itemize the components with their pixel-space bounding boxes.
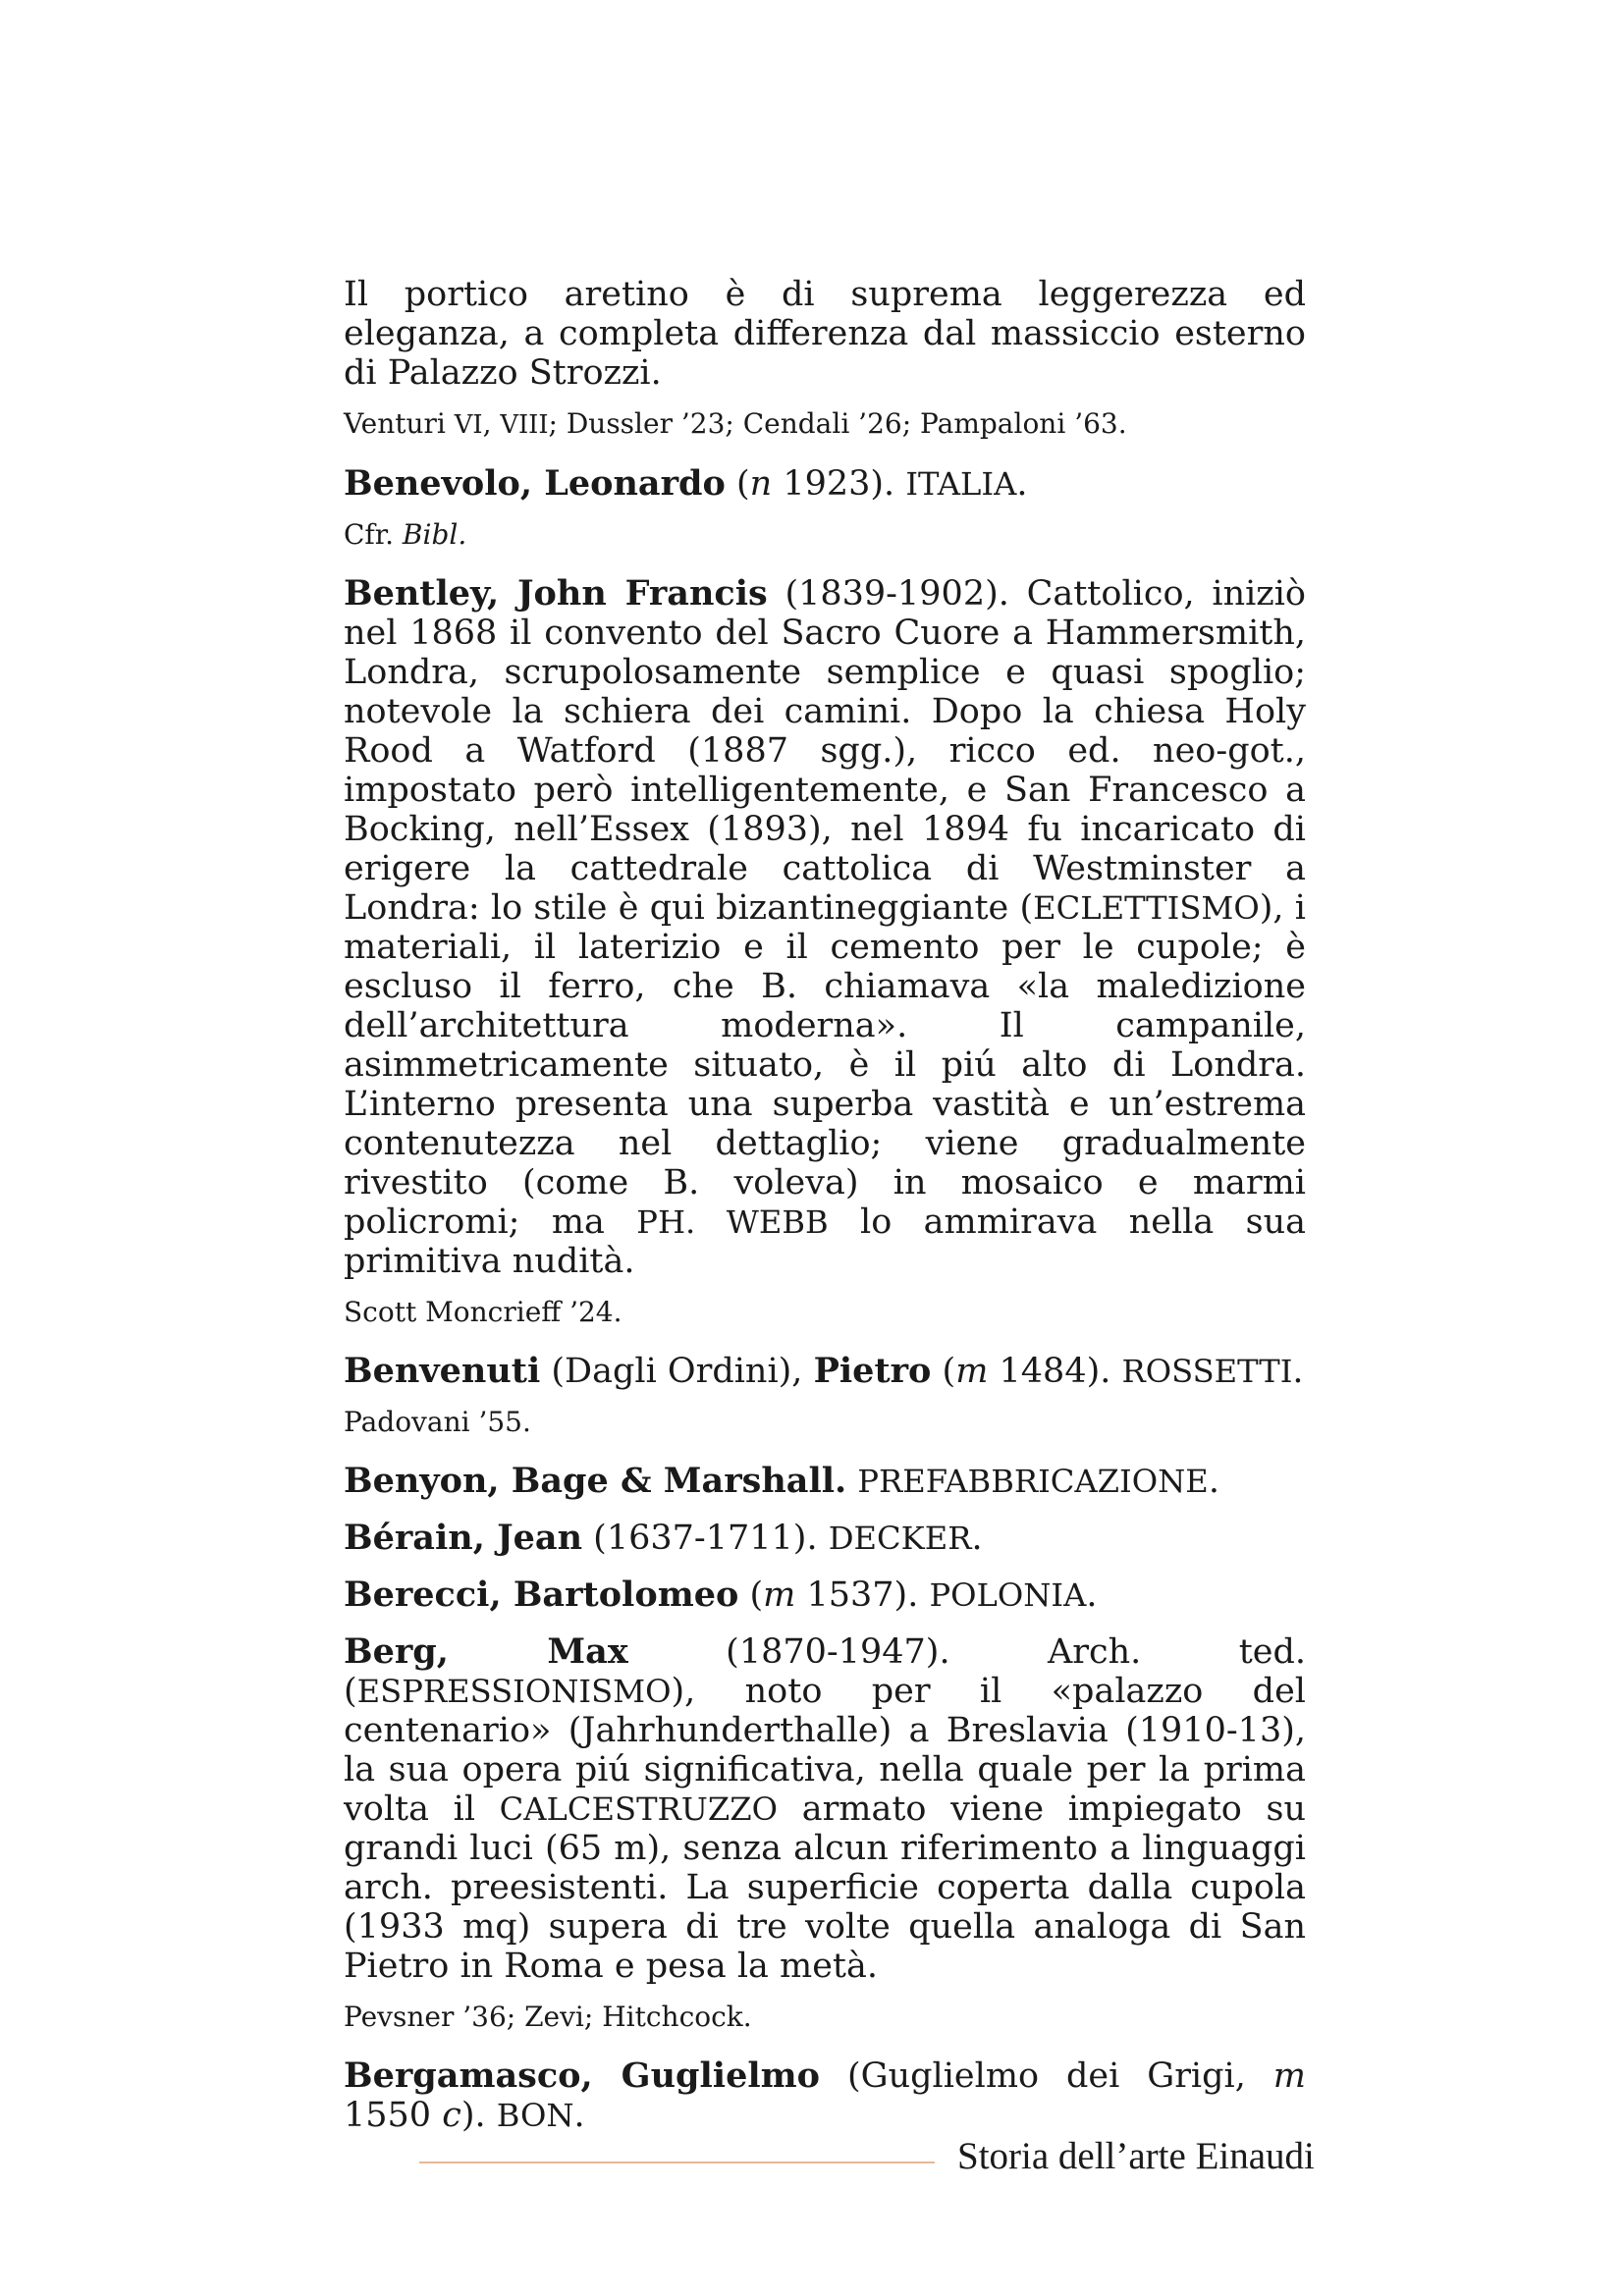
text-segment: 1550	[344, 2096, 443, 2135]
dates-italic: m	[1272, 2056, 1306, 2096]
bib-volume-viii: VIII	[500, 410, 549, 440]
intro-paragraph: Il portico aretino è di suprema leggerezza ed eleganza, a completa differenza dal massiccio esterno di Palazzo Strozzi.	[344, 275, 1306, 393]
dates-close: 1923).	[772, 464, 906, 504]
bib-prefix: Cfr.	[344, 518, 403, 551]
entry-text	[344, 1462, 1306, 1501]
text-segment: (1839-1902). Cattolico, iniziò nel 1868 il convento del Sacro Cuore a Hammersmith, Londra, scrupolosamente semplice e quasi spoglio; notevole la schiera dei camini. Dopo la chiesa Holy Rood a Watford (1887 sgg.), ricco ed. neo-got., impostato però intelligentemente, e San Francesco a Bocking, nell’Essex (1893), nel 1894 fu incaricato di erigere la cattedrale cattolica di Westminster a Londra: lo stile è qui bizantineggiante (	[344, 574, 1307, 928]
entry-benyon	[344, 1462, 1306, 1501]
headword: Benvenuti	[344, 1351, 541, 1391]
cross-reference: CALCESTRUZZO	[499, 1790, 779, 1828]
text-segment: lo ammirava nella sua primitiva nudità.	[344, 1202, 1306, 1281]
cross-reference: ESPRESSIONISMO	[356, 1673, 672, 1710]
punct: .	[1086, 1575, 1098, 1615]
headword: Bentley, John Francis	[344, 573, 768, 614]
dates-open: (	[738, 1575, 764, 1615]
entry-bibliography: Padovani ’55.	[344, 1406, 531, 1438]
entry-text	[344, 464, 1306, 504]
cross-reference: DECKER	[828, 1520, 972, 1557]
cross-reference: PH. WEBB	[636, 1203, 829, 1241]
cross-reference: BON	[496, 2097, 574, 2134]
punct: .	[971, 1519, 983, 1558]
entry-berain	[344, 1519, 1306, 1558]
entry-text	[344, 1352, 1306, 1391]
entry-bentley	[344, 574, 1306, 1330]
text-segment: ).	[460, 2096, 497, 2135]
cross-reference: POLONIA	[929, 1576, 1087, 1614]
intro-bibliography: Venturi VI, VIII; Dussler ’23; Cendali ’26; Pampaloni ’63.	[344, 407, 1127, 440]
dates-open: (	[725, 464, 750, 504]
entry-benevolo	[344, 464, 1306, 553]
headword: Benevolo, Leonardo	[344, 463, 726, 504]
entry-berecci	[344, 1575, 1306, 1615]
dates-open: (	[931, 1352, 956, 1391]
punct: .	[1208, 1462, 1219, 1501]
headword: Benyon, Bage & Marshall.	[344, 1461, 847, 1501]
cross-reference: ECLETTISMO	[1033, 889, 1260, 927]
text-segment: ), noto per il «palazzo del centenario» (Jahrhunderthalle) a Breslavia (1910-13), la sua opera piú significativa, nella quale per la prima volta il	[344, 1672, 1306, 1829]
text-segment: ), i materiali, il laterizio e il cemento per le cupole; è escluso il ferro, che B. chiamava «la maledizione dell’architettura moderna». Il campanile, asimmetricamente situato, è il piú alto di Londra. L’interno presenta una superba vastità e un’estrema contenutezza nel dettaglio; viene gradualmente rivestito (come B. voleva) in mosaico e marmi policromi; ma	[344, 888, 1306, 1242]
text-segment: armato viene impiegato su grandi luci (65 m), senza alcun riferimento a linguaggi arch. preesistenti. La superficie coperta dalla cupola (1933 mq) supera di tre volte quella analoga di San Pietro in Roma e pesa la metà.	[344, 1789, 1306, 1986]
text-segment: (1870-1947). Arch. ted. (	[344, 1632, 1307, 1711]
entry-text	[344, 1575, 1306, 1615]
entry-text	[344, 574, 1306, 1281]
cross-reference: ROSSETTI	[1121, 1353, 1293, 1390]
entry-intro-continuation	[344, 275, 1306, 443]
entry-berg	[344, 1632, 1306, 2035]
punct: .	[1292, 1352, 1304, 1391]
entry-benvenuti	[344, 1352, 1306, 1440]
bib-italic: Bibl.	[402, 518, 467, 551]
headword: Bérain, Jean	[344, 1518, 583, 1558]
footer-rule	[419, 2162, 935, 2163]
entry-text	[344, 1632, 1306, 1986]
dates-italic: n	[749, 464, 773, 504]
dates-close: 1484).	[988, 1352, 1122, 1391]
headword-secondary: Pietro	[813, 1351, 932, 1391]
entry-bibliography	[344, 517, 1306, 553]
headword: Berecci, Bartolomeo	[344, 1575, 739, 1615]
cross-reference: ITALIA	[905, 465, 1017, 503]
headword: Bergamasco, Guglielmo	[344, 2056, 821, 2096]
dates-italic: m	[763, 1575, 796, 1615]
entry-bibliography: Scott Moncrieff ’24.	[344, 1296, 622, 1328]
bib-volume-vi: VI	[454, 410, 483, 440]
dates: (1637-1711).	[582, 1519, 829, 1558]
text-segment: (Dagli Ordini),	[540, 1352, 814, 1391]
punct: .	[1016, 464, 1028, 504]
cross-reference: PREFABBRICAZIONE	[857, 1463, 1209, 1500]
text-segment: (Guglielmo dei Grigi,	[820, 2056, 1273, 2096]
page-text-column	[344, 275, 1306, 2153]
headword: Berg, Max	[344, 1631, 628, 1672]
page-footer	[0, 2122, 1623, 2181]
entry-bibliography: Pevsner ’36; Zevi; Hitchcock.	[344, 2001, 752, 2033]
entry-text	[344, 1519, 1306, 1558]
dates-italic: m	[955, 1352, 989, 1391]
separator	[846, 1462, 857, 1501]
circa-italic: c	[442, 2096, 461, 2135]
punct: .	[573, 2096, 585, 2135]
footer-title: Storia dell’arte Einaudi	[957, 2135, 1315, 2177]
dates-close: 1537).	[795, 1575, 930, 1615]
